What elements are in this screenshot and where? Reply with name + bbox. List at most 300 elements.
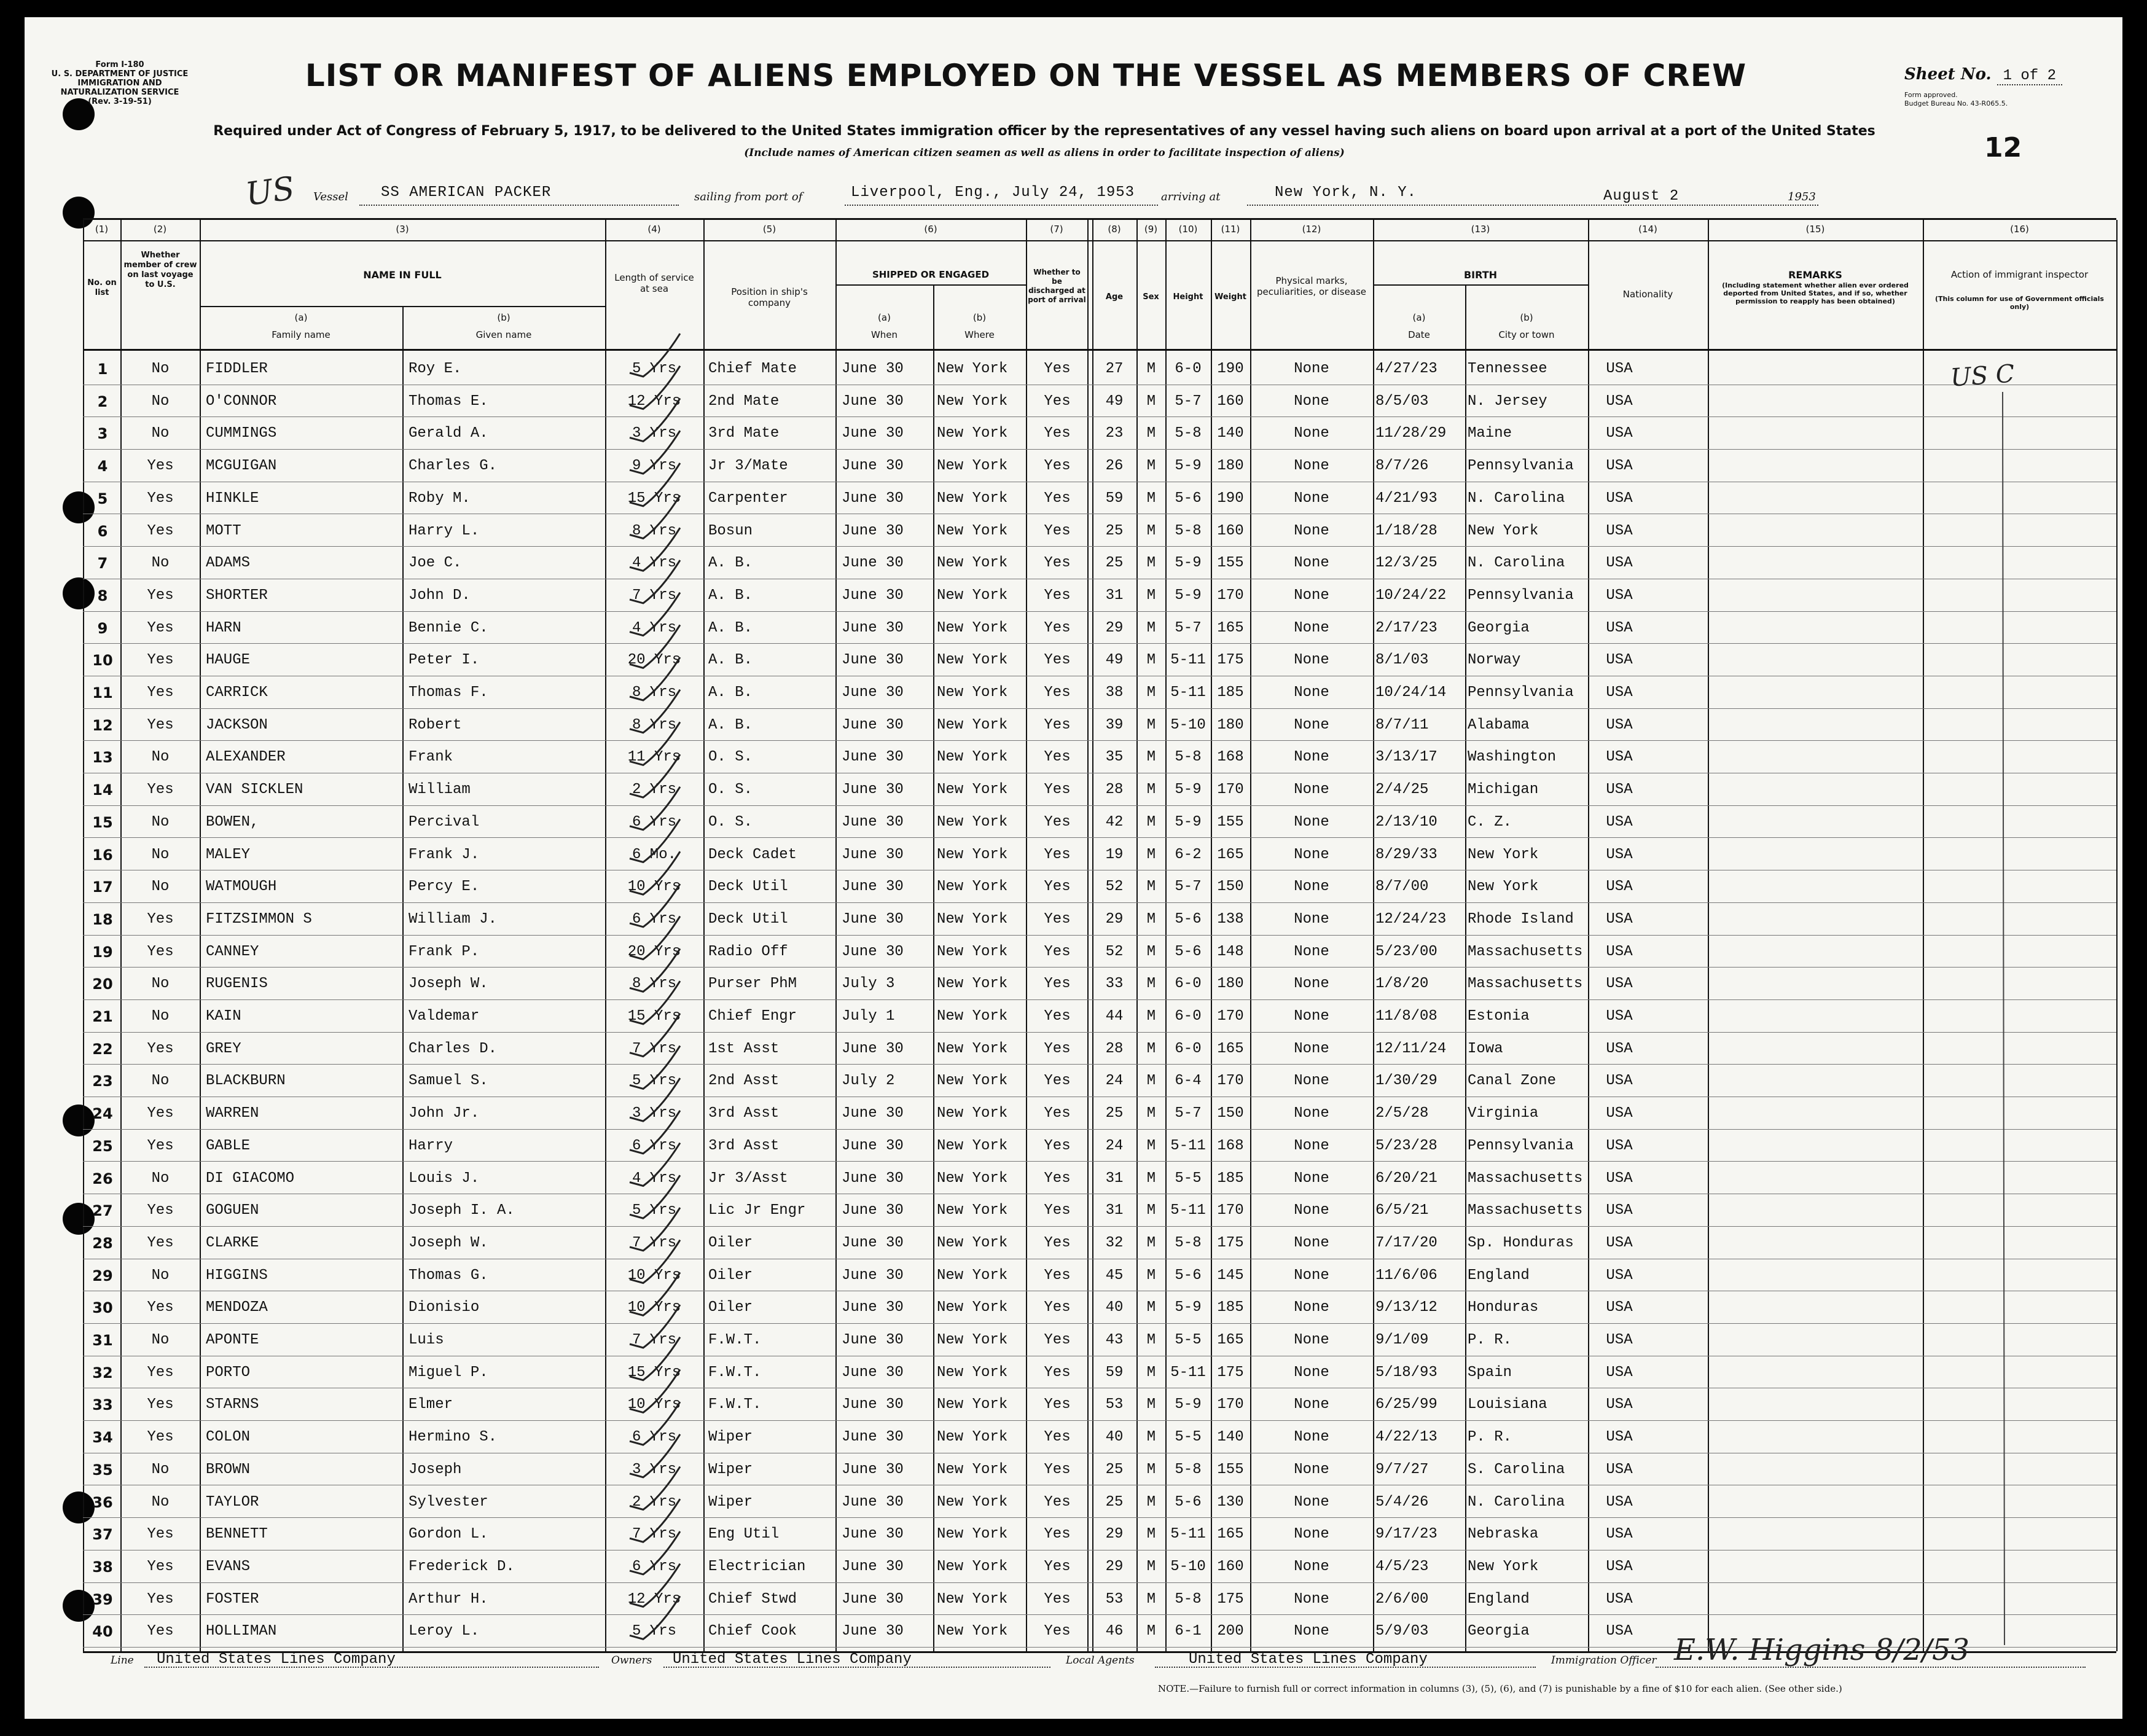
weight: 190 (1217, 490, 1244, 507)
physical-marks: None (1294, 555, 1329, 572)
weight: 180 (1217, 976, 1244, 993)
height: 6-0 (1175, 976, 1202, 993)
birth-date: 7/17/20 (1375, 1234, 1437, 1251)
checkmark-stroke (630, 787, 680, 830)
header-position: Position in ship's company (731, 286, 808, 308)
arrival-date: August 2 (1603, 188, 1680, 205)
header-shipped: SHIPPED OR ENGAGED (872, 269, 990, 280)
checkmark-stroke (630, 1014, 680, 1057)
given-name: Joseph (409, 1461, 462, 1478)
position: Oiler (708, 1234, 753, 1251)
shipped-where: New York (937, 522, 1008, 539)
row-number: 12 (92, 716, 113, 734)
birth-city: Pennsylvania (1468, 458, 1574, 475)
age: 39 (1105, 716, 1124, 733)
age: 25 (1105, 1493, 1124, 1511)
footer-note: NOTE.—Failure to furnish full or correct information in columns (3), (5), (6), and (7) is punishable by a fine of $10 for each alien. (See other side.) (1158, 1683, 1842, 1694)
birth-city: P. R. (1468, 1429, 1512, 1446)
member-last-voyage: No (151, 813, 170, 831)
nationality: USA (1606, 1364, 1633, 1381)
position: Jr 3/Asst (708, 1170, 788, 1187)
row-number: 10 (92, 652, 113, 670)
checkmark-stroke (630, 690, 680, 733)
row-number: 28 (92, 1234, 113, 1252)
row-number: 26 (92, 1170, 113, 1187)
birth-city: Norway (1468, 652, 1521, 669)
shipped-where: New York (937, 1493, 1008, 1511)
given-name: Gerald A. (409, 425, 488, 442)
age: 59 (1105, 1364, 1124, 1381)
family-name: ADAMS (206, 555, 251, 572)
nationality: USA (1606, 1299, 1633, 1316)
sex: M (1146, 652, 1156, 669)
sailing-label: sailing from port of (694, 190, 803, 203)
col-num-7: (7) (1050, 224, 1063, 235)
physical-marks: None (1294, 1008, 1329, 1025)
discharged: Yes (1044, 619, 1071, 636)
position: Chief Stwd (708, 1590, 797, 1608)
age: 31 (1105, 1202, 1124, 1219)
checkmark-stroke (630, 560, 680, 603)
family-name: BLACKBURN (206, 1073, 286, 1090)
action-initials: US C (1949, 359, 2016, 393)
family-name: FITZSIMMON S (206, 910, 312, 928)
position: Wiper (708, 1493, 753, 1511)
member-last-voyage: No (151, 749, 170, 766)
family-name: HARN (206, 619, 241, 636)
physical-marks: None (1294, 781, 1329, 799)
discharged: Yes (1044, 522, 1071, 539)
sex: M (1146, 1590, 1156, 1608)
discharged: Yes (1044, 1234, 1071, 1251)
age: 44 (1105, 1008, 1124, 1025)
physical-marks: None (1294, 1105, 1329, 1122)
birth-date: 8/29/33 (1375, 846, 1437, 863)
position: Deck Util (708, 910, 788, 928)
given-name: Roy E. (409, 361, 462, 377)
given-name: Hermino S. (409, 1429, 498, 1446)
discharged: Yes (1044, 910, 1071, 928)
sailing-fill-line (845, 205, 1158, 206)
shipped-when: June 30 (842, 619, 904, 636)
family-name: KAIN (206, 1008, 241, 1025)
header-whether-member: Whether member of crew on last voyage to U.S. (123, 251, 197, 289)
header-age: Age (1105, 292, 1124, 302)
position: Oiler (708, 1267, 753, 1284)
shipped-where: New York (937, 652, 1008, 669)
age: 52 (1105, 878, 1124, 896)
sex: M (1146, 1267, 1156, 1284)
shipped-when: June 30 (842, 1267, 904, 1284)
length-of-service: 15 Yrs (627, 1364, 681, 1381)
birth-date: 11/28/29 (1375, 425, 1447, 442)
row-number: 39 (92, 1590, 113, 1608)
physical-marks: None (1294, 652, 1329, 669)
age: 40 (1105, 1299, 1124, 1316)
position: 2nd Asst (708, 1073, 780, 1090)
given-name: Charles G. (409, 458, 498, 475)
length-of-service: 2 Yrs (632, 1493, 676, 1511)
form-approved-note: Form approved. Budget Bureau No. 43-R065.5. (1904, 91, 2008, 108)
family-name: MOTT (206, 522, 241, 539)
member-last-voyage: Yes (147, 522, 174, 539)
birth-city: S. Carolina (1468, 1461, 1565, 1478)
sex: M (1146, 1461, 1156, 1478)
nationality: USA (1606, 490, 1633, 507)
sex: M (1146, 1170, 1156, 1187)
physical-marks: None (1294, 619, 1329, 636)
birth-date: 9/7/27 (1375, 1461, 1429, 1478)
checkmark-stroke (630, 593, 680, 636)
header-when-a: (a) (878, 312, 891, 323)
header-where-b: (b) (972, 312, 987, 323)
discharged: Yes (1044, 393, 1071, 410)
physical-marks: None (1294, 1396, 1329, 1413)
checkmark-stroke (630, 1596, 680, 1639)
col-num-8: (8) (1108, 224, 1121, 235)
birth-city: Sp. Honduras (1468, 1234, 1574, 1251)
length-of-service: 8 Yrs (632, 716, 676, 733)
birth-city: P. R. (1468, 1332, 1512, 1348)
row-number: 14 (92, 781, 113, 799)
physical-marks: None (1294, 1429, 1329, 1446)
family-name: RUGENIS (206, 976, 268, 993)
age: 23 (1105, 425, 1124, 442)
physical-marks: None (1294, 1040, 1329, 1057)
shipped-when: June 30 (842, 1105, 904, 1122)
shipped-when: June 30 (842, 652, 904, 669)
position: A. B. (708, 587, 753, 604)
sex: M (1146, 1040, 1156, 1057)
weight: 155 (1217, 555, 1244, 572)
agents-value: United States Lines Company (1189, 1651, 1428, 1668)
family-name: COLON (206, 1429, 251, 1446)
shipped-where: New York (937, 1267, 1008, 1284)
shipped-where: New York (937, 1202, 1008, 1219)
birth-date: 5/23/00 (1375, 943, 1437, 960)
shipped-when: June 30 (842, 1493, 904, 1511)
length-of-service: 15 Yrs (627, 490, 681, 507)
header-discharged: Whether to be discharged at port of arrival (1028, 268, 1086, 304)
discharged: Yes (1044, 1170, 1071, 1187)
birth-city: Alabama (1468, 716, 1530, 733)
physical-marks: None (1294, 749, 1329, 766)
physical-marks: None (1294, 490, 1329, 507)
checkmark-stroke (630, 1305, 680, 1348)
birth-date: 8/7/26 (1375, 458, 1429, 475)
shipped-when: June 30 (842, 1461, 904, 1478)
sheet-value: 1 of 2 (1997, 68, 2062, 85)
arriving-port: New York, N. Y. (1275, 184, 1417, 201)
weight: 170 (1217, 1008, 1244, 1025)
discharged: Yes (1044, 1623, 1071, 1640)
member-last-voyage: Yes (147, 910, 174, 928)
row-number: 8 (97, 587, 108, 604)
length-of-service: 11 Yrs (627, 749, 681, 766)
family-name: SHORTER (206, 587, 268, 604)
shipped-when: July 1 (842, 1008, 895, 1025)
birth-city: Spain (1468, 1364, 1512, 1381)
checkmark-stroke (630, 431, 680, 474)
owners-value: United States Lines Company (673, 1651, 912, 1668)
height: 5-5 (1175, 1170, 1202, 1187)
discharged: Yes (1044, 1008, 1071, 1025)
height: 5-9 (1175, 458, 1202, 475)
birth-date: 10/24/14 (1375, 684, 1447, 701)
birth-date: 12/24/23 (1375, 910, 1447, 928)
member-last-voyage: No (151, 1332, 170, 1348)
header-remarks: REMARKS (1788, 269, 1842, 281)
shipped-where: New York (937, 393, 1008, 410)
family-name: PORTO (206, 1364, 251, 1381)
nationality: USA (1606, 716, 1633, 733)
header-remarks-sub: (Including statement whether alien ever ordered deported from United States, and if so, whether permission to reapply has been obtained) (1722, 281, 1909, 305)
height: 5-11 (1170, 684, 1206, 701)
discharged: Yes (1044, 846, 1071, 863)
shipped-where: New York (937, 1396, 1008, 1413)
discharged: Yes (1044, 1202, 1071, 1219)
member-last-voyage: Yes (147, 716, 174, 733)
given-name: Gordon L. (409, 1526, 488, 1543)
nationality: USA (1606, 619, 1633, 636)
nationality: USA (1606, 361, 1633, 377)
shipped-where: New York (937, 1590, 1008, 1608)
member-last-voyage: No (151, 1073, 170, 1090)
discharged: Yes (1044, 652, 1071, 669)
age: 31 (1105, 1170, 1124, 1187)
header-weight: Weight (1214, 292, 1246, 302)
position: O. S. (708, 813, 753, 831)
weight: 140 (1217, 1429, 1244, 1446)
nationality: USA (1606, 1040, 1633, 1057)
family-name: MENDOZA (206, 1299, 268, 1316)
length-of-service: 7 Yrs (632, 1040, 676, 1057)
age: 19 (1105, 846, 1124, 863)
shipped-where: New York (937, 943, 1008, 960)
physical-marks: None (1294, 425, 1329, 442)
weight: 170 (1217, 1073, 1244, 1090)
sailing-port: Liverpool, Eng., July 24, 1953 (851, 184, 1135, 201)
nationality: USA (1606, 1461, 1633, 1478)
position: Deck Cadet (708, 846, 797, 863)
weight: 180 (1217, 458, 1244, 475)
family-name: CARRICK (206, 684, 268, 701)
position: F.W.T. (708, 1332, 762, 1348)
checkmark-stroke (630, 754, 680, 797)
header-no-on-list: No. on list (87, 278, 117, 297)
physical-marks: None (1294, 1623, 1329, 1640)
discharged: Yes (1044, 425, 1071, 442)
shipped-when: June 30 (842, 749, 904, 766)
sex: M (1146, 1202, 1156, 1219)
given-name: William J. (409, 910, 498, 928)
weight: 148 (1217, 943, 1244, 960)
shipped-where: New York (937, 1526, 1008, 1543)
shipped-where: New York (937, 490, 1008, 507)
row-number: 19 (92, 943, 113, 961)
checkmark-stroke (630, 1402, 680, 1445)
shipped-when: June 30 (842, 878, 904, 896)
discharged: Yes (1044, 1040, 1071, 1057)
nationality: USA (1606, 425, 1633, 442)
birth-city: Massachusetts (1468, 1202, 1583, 1219)
birth-city: Iowa (1468, 1040, 1503, 1057)
given-name: Miguel P. (409, 1364, 488, 1381)
length-of-service: 5 Yrs (632, 1623, 676, 1640)
shipped-when: June 30 (842, 846, 904, 863)
position: O. S. (708, 781, 753, 799)
weight: 175 (1217, 1590, 1244, 1608)
weight: 155 (1217, 813, 1244, 831)
row-number: 40 (92, 1623, 113, 1641)
given-name: William (409, 781, 471, 799)
member-last-voyage: No (151, 1493, 170, 1511)
member-last-voyage: Yes (147, 1429, 174, 1446)
col-num-16: (16) (2010, 224, 2029, 235)
length-of-service: 7 Yrs (632, 1526, 676, 1543)
birth-city: Virginia (1468, 1105, 1539, 1122)
length-of-service: 12 Yrs (627, 1590, 681, 1608)
birth-city: Estonia (1468, 1008, 1530, 1025)
age: 28 (1105, 781, 1124, 799)
sheet-number (1904, 65, 2062, 84)
birth-date: 9/1/09 (1375, 1332, 1429, 1348)
member-last-voyage: Yes (147, 1558, 174, 1575)
nationality: USA (1606, 878, 1633, 896)
height: 5-5 (1175, 1429, 1202, 1446)
officer-signature: E.W. Higgins 8/2/53 (1674, 1633, 1970, 1667)
checkmark-stroke (630, 398, 680, 441)
birth-city: New York (1468, 1558, 1539, 1575)
physical-marks: None (1294, 1299, 1329, 1316)
weight: 185 (1217, 1299, 1244, 1316)
age: 49 (1105, 393, 1124, 410)
birth-city: N. Jersey (1468, 393, 1547, 410)
checkmark-stroke (630, 528, 680, 571)
weight: 140 (1217, 425, 1244, 442)
nationality: USA (1606, 1008, 1633, 1025)
col-num-9: (9) (1144, 224, 1158, 235)
header-length-service: Length of service at sea (614, 272, 694, 294)
nationality: USA (1606, 652, 1633, 669)
given-name: Percival (409, 813, 480, 831)
discharged: Yes (1044, 1396, 1071, 1413)
shipped-when: June 30 (842, 1558, 904, 1575)
sex: M (1146, 716, 1156, 733)
sex: M (1146, 1558, 1156, 1575)
discharged: Yes (1044, 1137, 1071, 1154)
birth-city: England (1468, 1267, 1530, 1284)
shipped-where: New York (937, 846, 1008, 863)
nationality: USA (1606, 1073, 1633, 1090)
discharged: Yes (1044, 1558, 1071, 1575)
given-name: Robert (409, 716, 462, 733)
height: 5-9 (1175, 813, 1202, 831)
nationality: USA (1606, 1493, 1633, 1511)
shipped-where: New York (937, 1040, 1008, 1057)
age: 25 (1105, 555, 1124, 572)
family-name: CANNEY (206, 943, 259, 960)
col-num-2: (2) (153, 224, 167, 235)
footer (83, 1633, 2116, 1707)
birth-city: Pennsylvania (1468, 684, 1574, 701)
given-name: Leroy L. (409, 1623, 480, 1640)
discharged: Yes (1044, 878, 1071, 896)
discharged: Yes (1044, 1105, 1071, 1122)
family-name: JACKSON (206, 716, 268, 733)
shipped-where: New York (937, 749, 1008, 766)
discharged: Yes (1044, 1299, 1071, 1316)
length-of-service: 15 Yrs (627, 1008, 681, 1025)
shipped-when: July 3 (842, 976, 895, 993)
member-last-voyage: No (151, 425, 170, 442)
shipped-where: New York (937, 910, 1008, 928)
checkmark-stroke (630, 917, 680, 960)
physical-marks: None (1294, 522, 1329, 539)
birth-date: 6/20/21 (1375, 1170, 1437, 1187)
age: 45 (1105, 1267, 1124, 1284)
checkmark-stroke (630, 1499, 680, 1542)
col-num-13: (13) (1471, 224, 1490, 235)
checkmark-stroke (630, 1467, 680, 1510)
birth-date: 5/9/03 (1375, 1623, 1429, 1640)
sex: M (1146, 361, 1156, 377)
shipped-where: New York (937, 1429, 1008, 1446)
age: 33 (1105, 976, 1124, 993)
weight: 185 (1217, 1170, 1244, 1187)
family-name: FIDDLER (206, 361, 268, 377)
given-name: Joe C. (409, 555, 462, 572)
age: 31 (1105, 587, 1124, 604)
arriving-label: arriving at (1161, 190, 1221, 203)
family-name: HAUGE (206, 652, 251, 669)
col-num-10: (10) (1178, 224, 1198, 235)
shipped-where: New York (937, 1299, 1008, 1316)
member-last-voyage: Yes (147, 458, 174, 475)
age: 24 (1105, 1073, 1124, 1090)
member-last-voyage: No (151, 361, 170, 377)
row-number: 11 (92, 684, 113, 702)
length-of-service: 10 Yrs (627, 1396, 681, 1413)
shipped-when: June 30 (842, 458, 904, 475)
checkmark-stroke (630, 334, 680, 377)
birth-date: 4/21/93 (1375, 490, 1437, 507)
member-last-voyage: Yes (147, 1137, 174, 1154)
height: 5-10 (1170, 716, 1206, 733)
birth-date: 1/18/28 (1375, 522, 1437, 539)
row-number: 38 (92, 1558, 113, 1576)
weight: 170 (1217, 1202, 1244, 1219)
physical-marks: None (1294, 1170, 1329, 1187)
position: Lic Jr Engr (708, 1202, 806, 1219)
age: 59 (1105, 490, 1124, 507)
row-number: 6 (97, 522, 108, 540)
member-last-voyage: No (151, 393, 170, 410)
length-of-service: 6 Yrs (632, 910, 676, 928)
header-city: City or town (1498, 329, 1555, 340)
sex: M (1146, 1623, 1156, 1640)
col-num-14: (14) (1638, 224, 1657, 235)
shipped-where: New York (937, 976, 1008, 993)
sex: M (1146, 1396, 1156, 1413)
row-number: 21 (92, 1008, 113, 1025)
given-name: John Jr. (409, 1105, 480, 1122)
physical-marks: None (1294, 976, 1329, 993)
birth-city: C. Z. (1468, 813, 1512, 831)
checkmark-stroke (630, 722, 680, 765)
shipped-when: June 30 (842, 1623, 904, 1640)
height: 5-6 (1175, 910, 1202, 928)
